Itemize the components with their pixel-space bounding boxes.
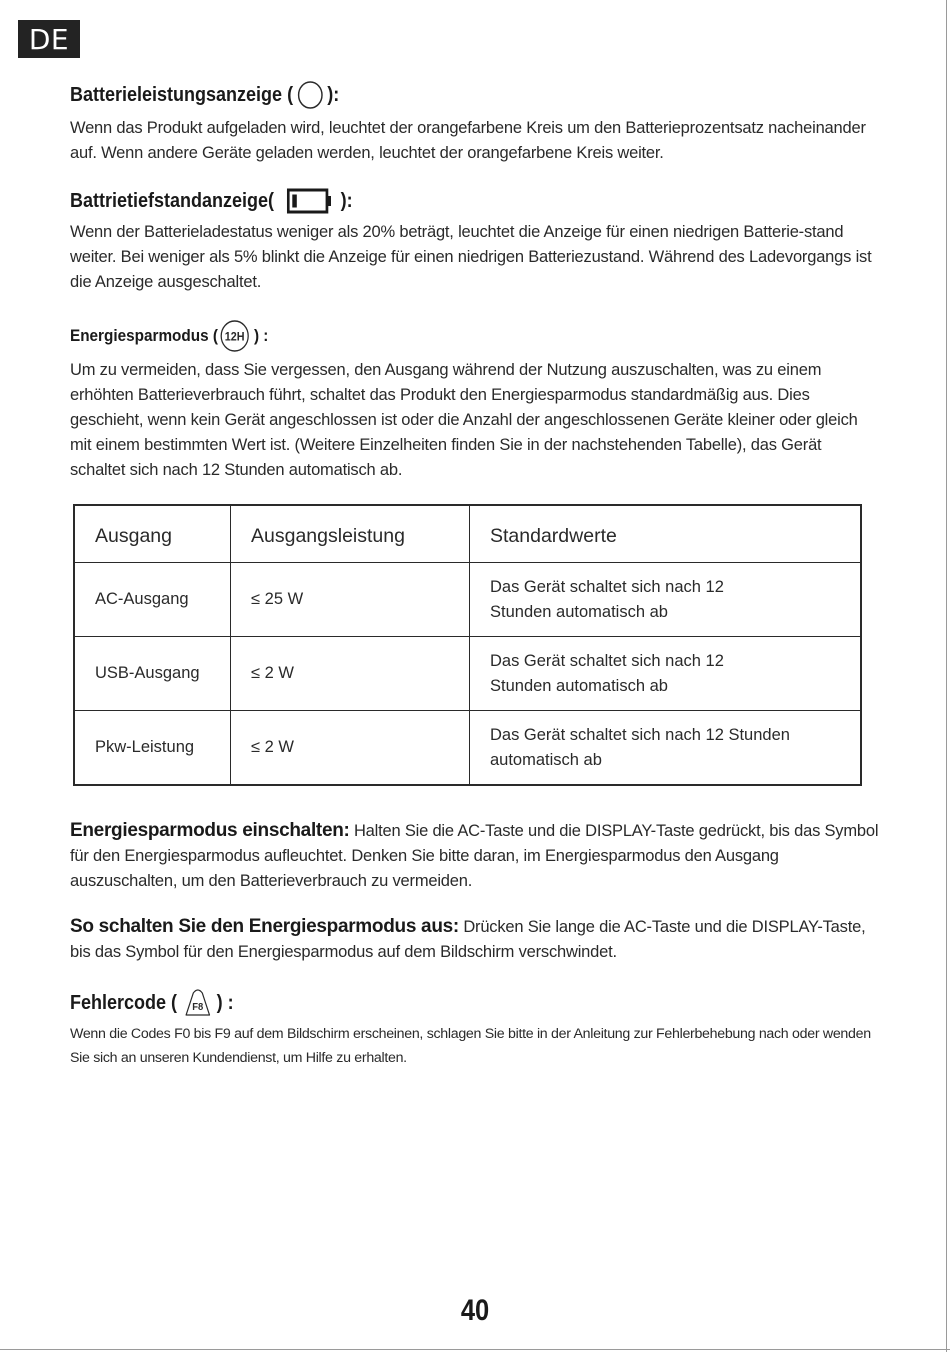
table-cell-default-line: Stunden automatisch ab <box>490 602 668 621</box>
eco-on-text: Halten Sie die AC-Taste und die DISPLAY-Taste gedrückt, bis das Symbol für den Energiesparmodus aufleuchtet. Denken Sie bitte daran, im Energiesparmodus den Ausgang auszuschalten, um den Batterieverbrauch zu vermeiden. <box>70 822 879 890</box>
table-header-power: Ausgangsleistung <box>231 505 470 563</box>
low-battery-title: Battrietiefstandanzeige( <box>70 189 275 212</box>
table-cell-default-line: Das Gerät schaltet sich nach 12 <box>490 577 724 596</box>
error-code-heading <box>70 988 799 1018</box>
table-cell-output: USB-Ausgang <box>74 637 231 711</box>
battery-level-title-end: ): <box>327 83 340 106</box>
svg-text:F8: F8 <box>192 1001 204 1014</box>
table-row <box>74 637 861 711</box>
error-code-section <box>70 988 880 1070</box>
timer-12h-icon <box>220 319 251 353</box>
eco-off-section <box>70 914 880 965</box>
eco-on-paragraph <box>70 818 880 894</box>
language-badge: DE <box>18 20 80 58</box>
table-header-output: Ausgang <box>74 505 231 563</box>
table-cell-output: AC-Ausgang <box>74 563 231 637</box>
low-battery-text: Wenn der Batterieladestatus weniger als 20% beträgt, leuchtet die Anzeige für einen niedrigen Batterie-stand weiter. Bei weniger als 5% blinkt die Anzeige für einen niedrigen Batteriezustand. Während des Ladevorgangs ist die Anzeige ausgeschaltet. <box>70 223 872 291</box>
low-battery-title-end: ): <box>340 189 353 212</box>
page-edge-right <box>946 0 947 1352</box>
table-cell-output: Pkw-Leistung <box>74 711 231 786</box>
eco-on-section <box>70 818 880 894</box>
page-content <box>70 80 880 1066</box>
battery-level-text: Wenn das Produkt aufgeladen wird, leuchtet der orangefarbene Kreis um den Batterieprozentsatz nacheinander auf. Wenn andere Geräte geladen werden, leuchtet der orangefarbene Kreis weiter. <box>70 119 866 162</box>
eco-off-heading: So schalten Sie den Energiesparmodus aus: <box>70 916 459 937</box>
table-header-default: Standardwerte <box>470 505 862 563</box>
low-battery-heading <box>70 188 799 214</box>
table-cell-power: ≤ 2 W <box>231 711 470 786</box>
table-header-row <box>74 505 861 563</box>
table-cell-power: ≤ 25 W <box>231 563 470 637</box>
eco-mode-section <box>70 319 880 483</box>
eco-off-paragraph <box>70 914 880 965</box>
error-code-title-end: ) : <box>216 991 234 1014</box>
eco-mode-title-end: ) : <box>253 326 269 345</box>
error-code-text: Wenn die Codes F0 bis F9 auf dem Bildschirm erscheinen, schlagen Sie bitte in der Anleitung zur Fehlerbehebung nach oder wenden Sie sich an unseren Kundendienst, um Hilfe zu erhalten. <box>70 1026 871 1066</box>
battery-low-icon <box>287 188 332 214</box>
table-cell-default-line: Stunden automatisch ab <box>490 676 668 695</box>
error-code-icon <box>182 988 213 1018</box>
battery-level-title: Batterieleistungsanzeige ( <box>70 83 294 106</box>
table-cell-default <box>470 563 862 637</box>
eco-mode-text: Um zu vermeiden, dass Sie vergessen, den Ausgang während der Nutzung auszuschalten, was zu einem erhöhten Batterieverbrauch führt, schaltet das Produkt den Energiesparmodus standardmäßig aus. Dies geschieht, wenn kein Gerät angeschlossen ist oder die Anzahl der angeschlossenen Geräte kleiner oder gleich mit einem bestimmten Wert ist. (Weitere Einzelheiten finden Sie in der nachstehenden Tabelle), das Gerät schaltet sich nach 12 Stunden automatisch ab. <box>70 361 858 479</box>
table-cell-default <box>470 711 862 786</box>
circle-icon <box>297 80 324 110</box>
eco-mode-heading <box>70 319 799 353</box>
eco-mode-title: Energiesparmodus ( <box>70 326 218 345</box>
table-row <box>74 711 861 786</box>
table-row <box>74 563 861 637</box>
eco-off-text: Drücken Sie lange die AC-Taste und die DISPLAY-Taste, bis das Symbol für den Energiesparmodus auf dem Bildschirm verschwindet. <box>70 918 866 961</box>
table-cell-default-line: Das Gerät schaltet sich nach 12 <box>490 651 724 670</box>
table-cell-default-line: Das Gerät schaltet sich nach 12 Stunden <box>490 725 790 744</box>
battery-level-section <box>70 80 880 166</box>
page-number: 40 <box>460 1294 490 1327</box>
eco-on-heading: Energiesparmodus einschalten: <box>70 820 350 841</box>
page-edge-bottom <box>0 1349 950 1350</box>
svg-text:12H: 12H <box>225 331 245 344</box>
table-cell-power: ≤ 2 W <box>231 637 470 711</box>
error-code-title: Fehlercode ( <box>70 991 178 1014</box>
eco-mode-table <box>73 504 862 786</box>
table-cell-default <box>470 637 862 711</box>
table-cell-default-line: automatisch ab <box>490 750 602 769</box>
battery-level-heading <box>70 80 799 110</box>
low-battery-section <box>70 188 880 295</box>
